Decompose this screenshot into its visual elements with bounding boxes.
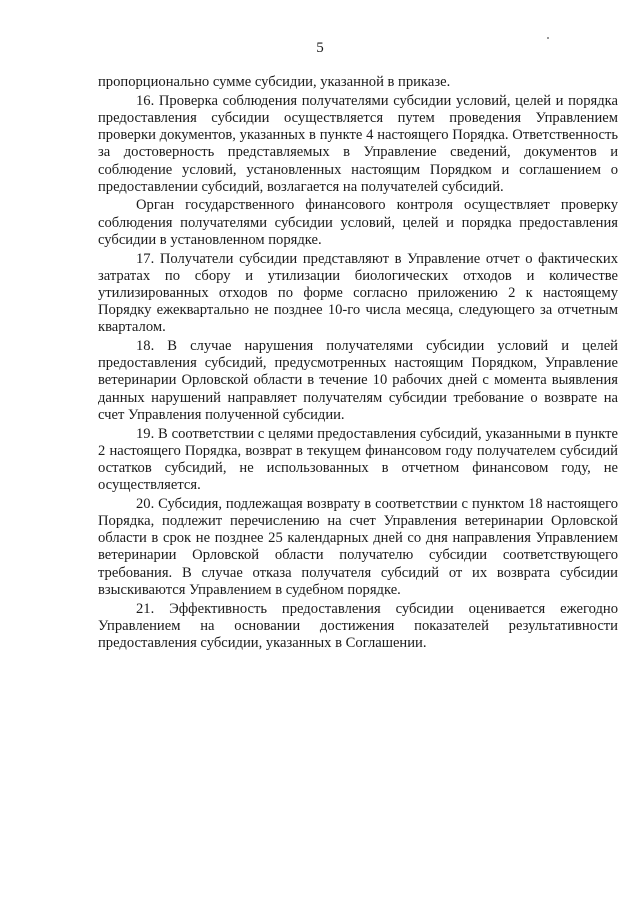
paragraph-17: 17. Получатели субсидии представляют в Управление отчет о фактических затратах по сбору и утилизации биологических отходов и количестве утилизированных отходов по форме согласно приложению 2 к настоящему Порядку ежеквартально не позднее 10-го числа месяца, следующего за отчетным кварталом.: [98, 250, 618, 336]
paragraph-18: 18. В случае нарушения получателями субсидии условий и целей предоставления субсидий, предусмотренных настоящим Порядком, Управление ветеринарии Орловской области в течение 10 рабочих дней с момента выявления данных нарушений направляет получателям субсидии требование о возврате на счет Управления полученной субсидии.: [98, 338, 618, 423]
scan-speck: [547, 37, 549, 39]
paragraph-19: 19. В соответствии с целями предоставления субсидий, указанными в пункте 2 настоящего Порядка, возврат в текущем финансовом году получателем субсидий остатков субсидий, не использованных в отчетном финансовом году, не осуществляется.: [98, 425, 618, 494]
paragraph-16: 16. Проверка соблюдения получателями субсидии условий, целей и порядка предоставления субсидии осуществляется путем проведения Управлением проверки документов, указанных в пункте 4 настоящего Порядка. Ответственность за достоверность представляемых в Управление сведений, документов и соблюдение условий, установленных настоящим Порядком и соглашением о предоставлении субсидий, возлагается на получателей субсидий.: [98, 92, 618, 195]
paragraph-20: 20. Субсидия, подлежащая возврату в соответствии с пунктом 18 настоящего Порядка, подлежит перечислению на счет Управления ветеринарии Орловской области в срок не позднее 25 календарных дней со дня направления Управлением ветеринарии Орловской области получателю субсидии соответствующего требования. В случае отказа получателя субсидий от их возврата субсидии взыскиваются Управлением в судебном порядке.: [98, 495, 618, 598]
paragraph-continuation: пропорционально сумме субсидии, указанной в приказе.: [98, 74, 451, 90]
page-number: 5: [316, 40, 324, 56]
paragraph-financial-control: Орган государственного финансового контроля осуществляет проверку соблюдения получателями субсидии условий, целей и порядка предоставления субсидии в установленном порядке.: [98, 197, 618, 248]
document-body: [98, 74, 618, 654]
paragraph-21: 21. Эффективность предоставления субсидии оценивается ежегодно Управлением на основании достижения показателей результативности предоставления субсидии, указанных в Соглашении.: [98, 600, 618, 651]
